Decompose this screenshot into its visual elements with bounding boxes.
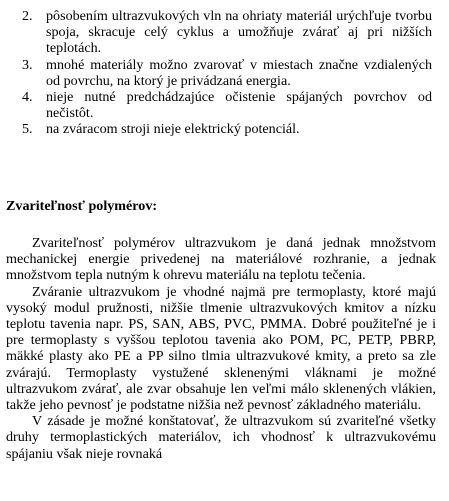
list-item-text: na zváracom stroji nieje elektrický potenciál.: [46, 121, 300, 138]
list-item: [0, 57, 432, 89]
list-item: [0, 89, 432, 121]
list-item-number: 3.: [22, 56, 33, 73]
section-body: [6, 235, 436, 462]
list-item-text: pôsobením ultrazvukových vln na ohriaty materiál urýchľuje tvorbu spoja, skracuje celý cyklus a umožňuje zvárať aj pri nižších teplotách.: [46, 8, 432, 57]
list-item-number: 4.: [22, 89, 33, 106]
paragraph: Zváranie ultrazvukom je vhodné najmä pre termoplasty, ktoré majú vysoký modul pružnosti, nižšie tlmenie ultrazvukových kmitov a nízku teplotu tavenia napr. PS, SAN, ABS, PVC, PMMA. Dobré použiteľné je i pre termoplasty s vyššou teplotou tavenia ako POM, PC, PETP, PBRP, mäkké plasty ako PE a PP silno tlmia ultrazvukové kmity, a preto sa zle zvárajú. Termoplasty vystužené sklenenými vláknami je možné ultrazvukom zvárať, ale zvar obsahuje len veľmi málo sklenených vlákien, takže jeho pevnosť je podstatne nižšia než pevnosť základného materiálu.: [6, 283, 436, 414]
list-item-text: mnohé materiály možno zvarovať v miestach značne vzdialených od povrchu, na ktorý je privádzaná energia.: [46, 56, 432, 89]
numbered-list: [0, 8, 449, 138]
section-heading: Zvariteľnosť polymérov:: [6, 198, 158, 214]
list-item: [0, 8, 432, 57]
list-item-number: 5.: [22, 121, 33, 138]
paragraph: Zvariteľnosť polymérov ultrazvukom je daná jednak množstvom mechanickej energie privedenej na materiálové rozhranie, a jednak množstvom tepla nutným k ohrevu materiálu na teplotu tečenia.: [6, 235, 436, 284]
list-item-number: 2.: [22, 8, 33, 24]
paragraph: V zásade je možné konštatovať, že ultrazvukom sú zvariteľné všetky druhy termoplastických materiálov, ich vhodnosť k ultrazvukovému spájaniu však nieje rovnaká: [6, 413, 436, 462]
list-item-text: nieje nutné predchádzajúce očistenie spájaných povrchov od nečistôt.: [46, 89, 432, 122]
list-item: [0, 121, 432, 137]
